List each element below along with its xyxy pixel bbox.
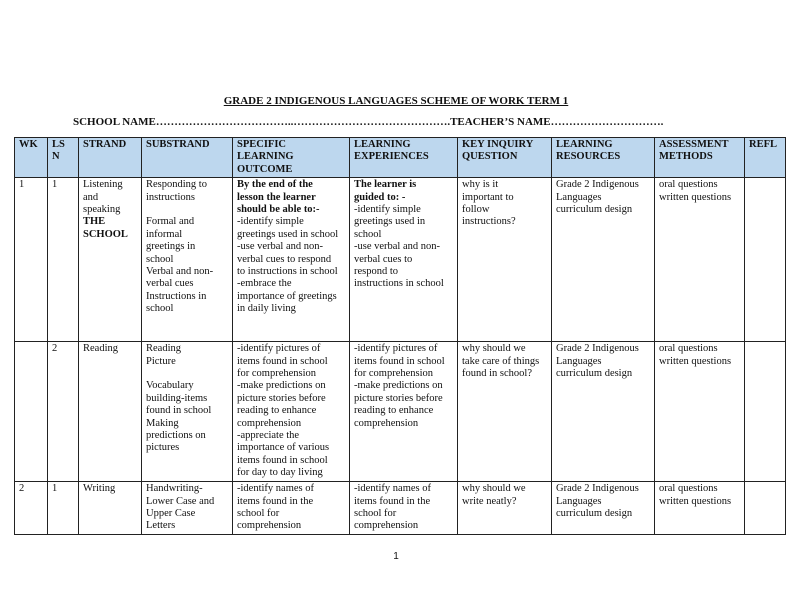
cell-outcome: -identify names of items found in the school for comprehension: [233, 482, 350, 535]
table-row: [15, 178, 786, 342]
header-question: KEY INQUIRY QUESTION: [458, 138, 552, 178]
header-strand: STRAND: [79, 138, 142, 178]
cell-lsn: 2: [48, 342, 79, 482]
cell-assessment: oral questions written questions: [655, 482, 745, 535]
cell-lsn: 1: [48, 482, 79, 535]
cell-experiences: -identify pictures of items found in school for comprehension -make predictions on picture stories before reading to enhance comprehension: [350, 342, 458, 482]
outcome-intro: By the end of the lesson the learner should be able to:-: [237, 179, 320, 216]
table-row: [15, 342, 786, 482]
header-outcome: SPECIFIC LEARNING OUTCOME: [233, 138, 350, 178]
cell-question: why is it important to follow instructions?: [458, 178, 552, 342]
cell-wk: 1: [15, 178, 48, 342]
cell-wk: 2: [15, 482, 48, 535]
header-wk: WK: [15, 138, 48, 178]
cell-outcome: -identify pictures of items found in school for comprehension -make predictions on picture stories before reading to enhance comprehension -appreciate the importance of various items found in school for day to day living: [233, 342, 350, 482]
strand-text: Listening and speaking: [83, 179, 123, 216]
header-experiences: LEARNING EXPERIENCES: [350, 138, 458, 178]
cell-resources: Grade 2 Indigenous Languages curriculum design: [552, 178, 655, 342]
document-title: GRADE 2 INDIGENOUS LANGUAGES SCHEME OF WORK TERM 1: [223, 95, 569, 107]
outcome-text: -identify simple greetings used in school -use verbal and non- verbal cues to respond to instructions in school -embrace the importance of greetings in daily living: [237, 216, 339, 315]
table-row: [15, 482, 786, 535]
strand-theme: THE SCHOOL: [83, 216, 128, 240]
cell-question: why should we write neatly?: [458, 482, 552, 535]
cell-substrand: Reading Picture Vocabulary building-items found in school Making predictions on pictures: [142, 342, 233, 482]
experiences-text: -identify simple greetings used in school -use verbal and non- verbal cues to respond to instructions in school: [354, 204, 444, 290]
cell-assessment: oral questions written questions: [655, 342, 745, 482]
cell-strand: Reading: [79, 342, 142, 482]
header-refl: REFL: [745, 138, 786, 178]
header-substrand: SUBSTRAND: [142, 138, 233, 178]
experiences-intro: The learner is guided to: -: [354, 179, 417, 203]
cell-refl: [745, 482, 786, 535]
cell-outcome: [233, 178, 350, 342]
cell-refl: [745, 342, 786, 482]
school-teacher-name-line: SCHOOL NAME………………………………..…………………………………….TEACHER’S NAME………………………….: [73, 116, 664, 128]
cell-substrand: Handwriting- Lower Case and Upper Case Letters: [142, 482, 233, 535]
cell-strand: [79, 178, 142, 342]
header-lsn: LS N: [48, 138, 79, 178]
page-number: 1: [393, 551, 399, 562]
cell-refl: [745, 178, 786, 342]
header-resources: LEARNING RESOURCES: [552, 138, 655, 178]
cell-question: why should we take care of things found in school?: [458, 342, 552, 482]
cell-experiences: -identify names of items found in the school for comprehension: [350, 482, 458, 535]
cell-wk: [15, 342, 48, 482]
header-assessment: ASSESSMENT METHODS: [655, 138, 745, 178]
scheme-of-work-table: [14, 137, 786, 535]
cell-strand: Writing: [79, 482, 142, 535]
cell-substrand: Responding to instructions Formal and informal greetings in school Verbal and non- verbal cues Instructions in school: [142, 178, 233, 342]
cell-experiences: [350, 178, 458, 342]
cell-assessment: oral questions written questions: [655, 178, 745, 342]
cell-lsn: 1: [48, 178, 79, 342]
cell-resources: Grade 2 Indigenous Languages curriculum design: [552, 482, 655, 535]
header-row: [15, 138, 786, 178]
cell-resources: Grade 2 Indigenous Languages curriculum design: [552, 342, 655, 482]
